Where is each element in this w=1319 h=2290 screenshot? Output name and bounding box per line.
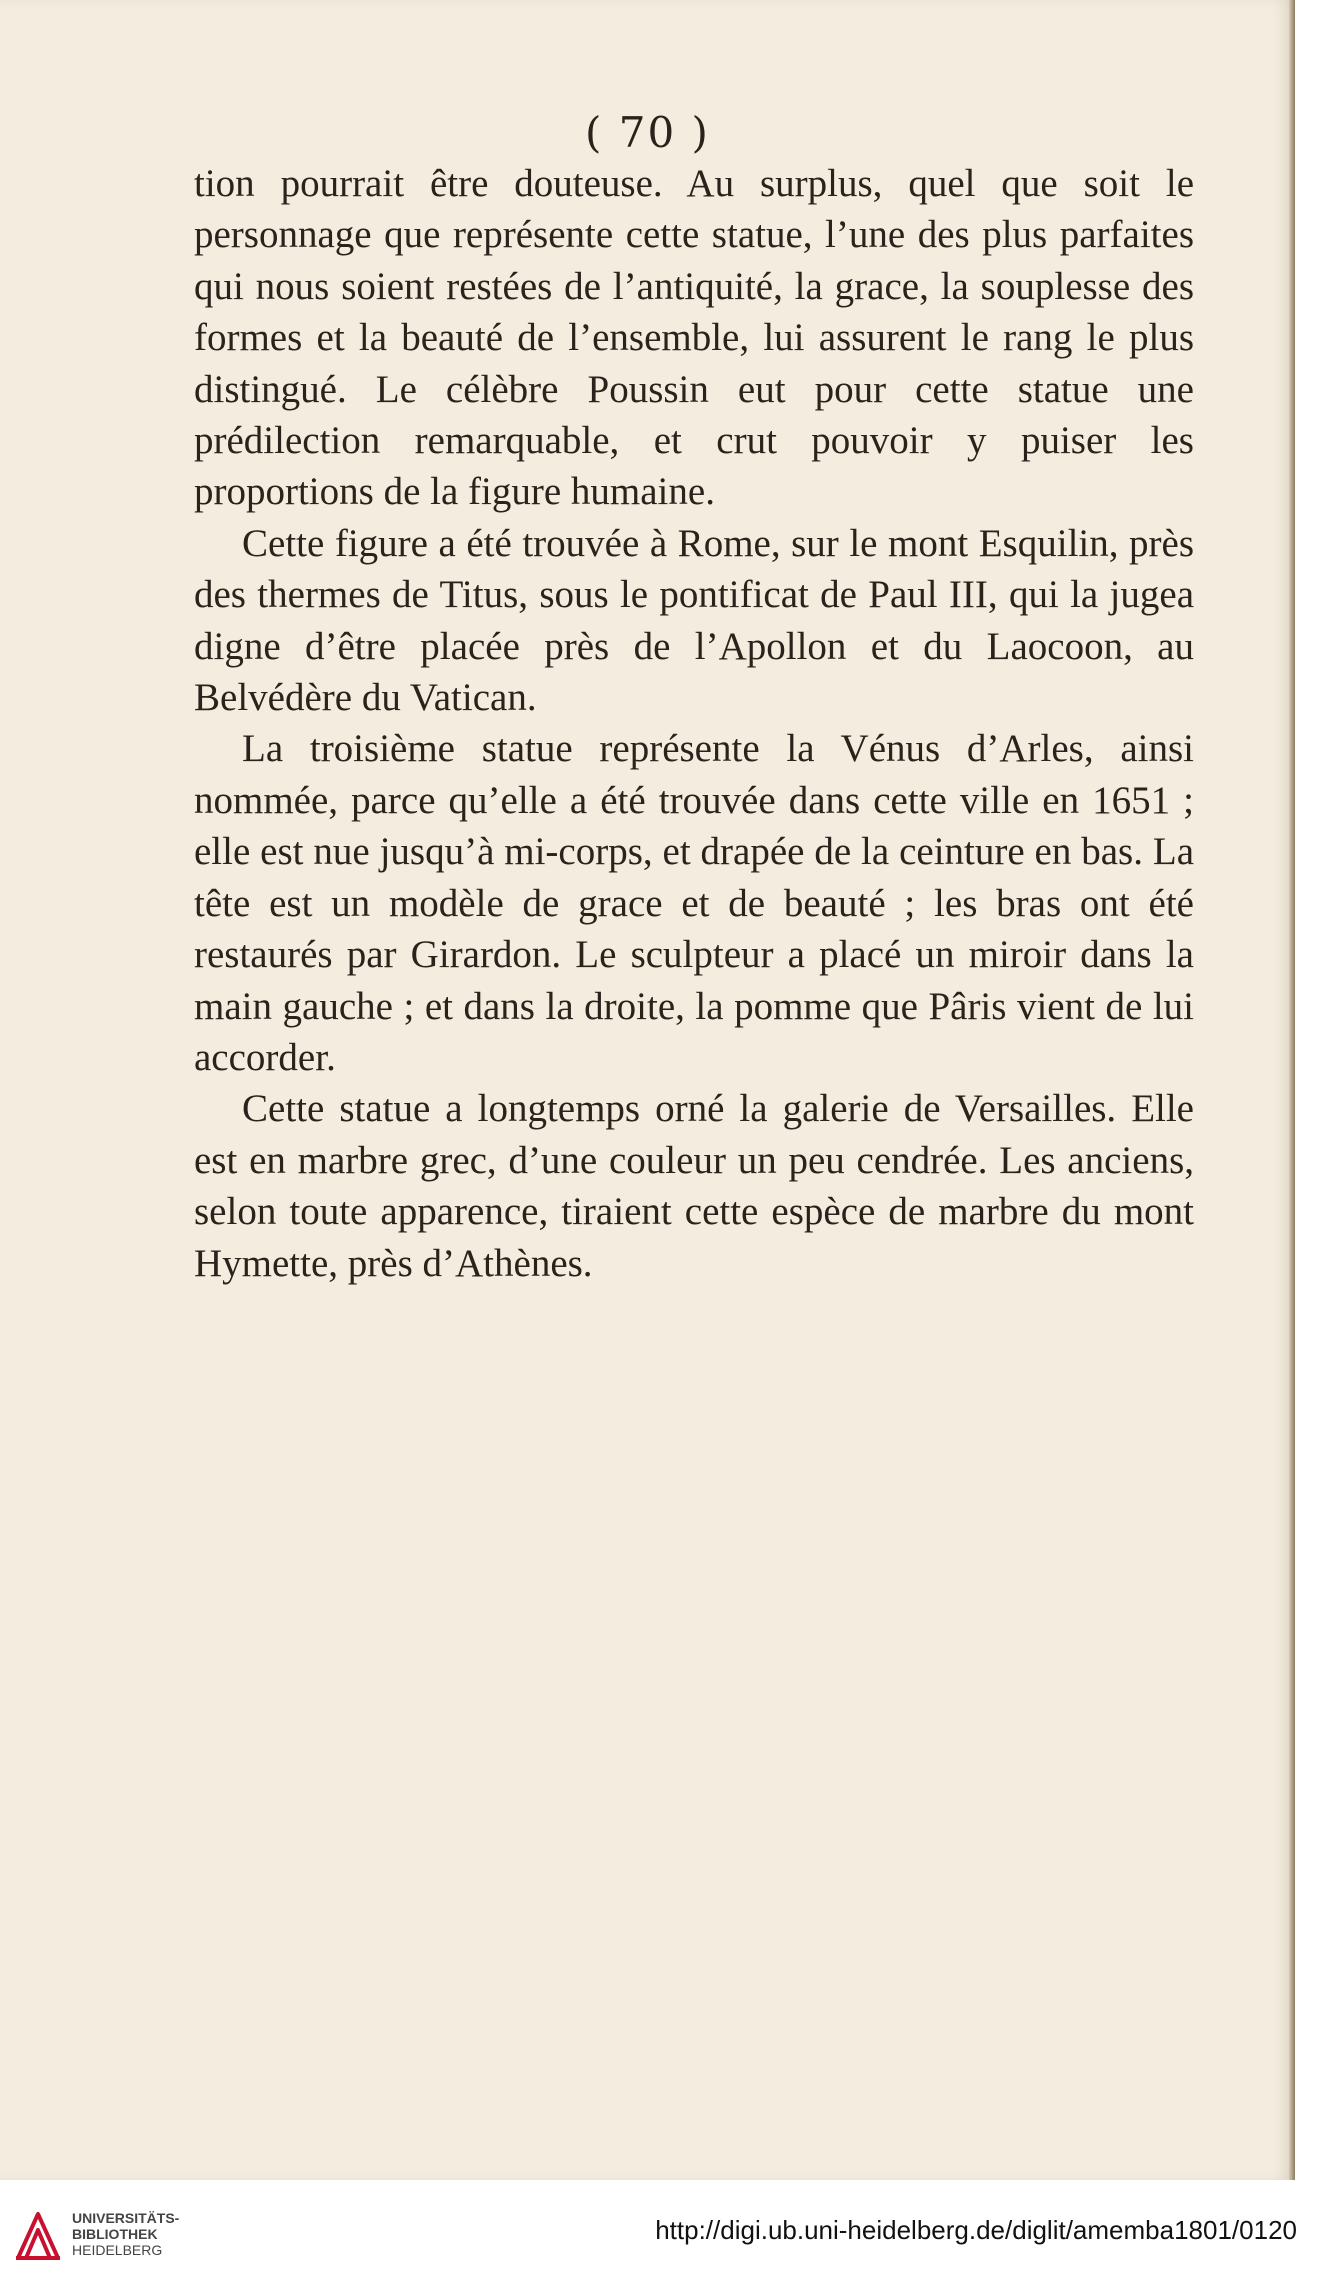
paragraph-4: Cette statue a longtemps orné la galerie de Versailles. Elle est en marbre grec, d’une couleur un peu cendrée. Les anciens, selon toute apparence, tiraient cette espèce de marbre du mont Hymette, près d’Athènes. — [194, 1087, 1194, 1285]
library-name — [72, 2210, 179, 2258]
paragraph-3: La troisième statue représente la Vénus d’Arles, ainsi nommée, parce qu’elle a été trouvée dans cette ville en 1651 ; elle est nue jusqu’à mi-corps, et drapée de la ceinture en bas. La tête est un modèle de grace et de beauté ; les bras ont été restaurés par Girardon. Le sculpteur a placé un miroir dans la main gauche ; et dans la droite, la pomme que Pâris vient de lui accorder. — [194, 727, 1194, 1079]
source-url[interactable]: http://digi.ub.uni-heidelberg.de/diglit/amemba1801/0120 — [655, 2215, 1297, 2245]
university-logo-icon — [12, 2208, 64, 2264]
page-number: ( 70 ) — [585, 108, 710, 157]
paragraph-2: Cette figure a été trouvée à Rome, sur le mont Esquilin, près des thermes de Titus, sous le pontificat de Paul III, qui la jugea digne d’être placée près de l’Apollon et du Laocoon, au Belvédère du Vatican. — [194, 521, 1194, 720]
paragraph-1: tion pourrait être douteuse. Au surplus, quel que soit le personnage que représente cette statue, l’une des plus parfaites qui nous soient restées de l’antiquité, la grace, la souplesse des formes et la beauté de l’ensemble, lui assurent le rang le plus distingué. Le célèbre Poussin eut pour cette statue une prédilection remarquable, et crut pouvoir y puiser les proportions de la figure humaine. — [194, 162, 1194, 514]
library-name-line-2: BIBLIOTHEK — [72, 2226, 158, 2242]
body-text — [194, 158, 1194, 1289]
library-name-line-1: UNIVERSITÄTS- — [72, 2210, 180, 2226]
library-name-line-3: HEIDELBERG — [72, 2242, 163, 2258]
